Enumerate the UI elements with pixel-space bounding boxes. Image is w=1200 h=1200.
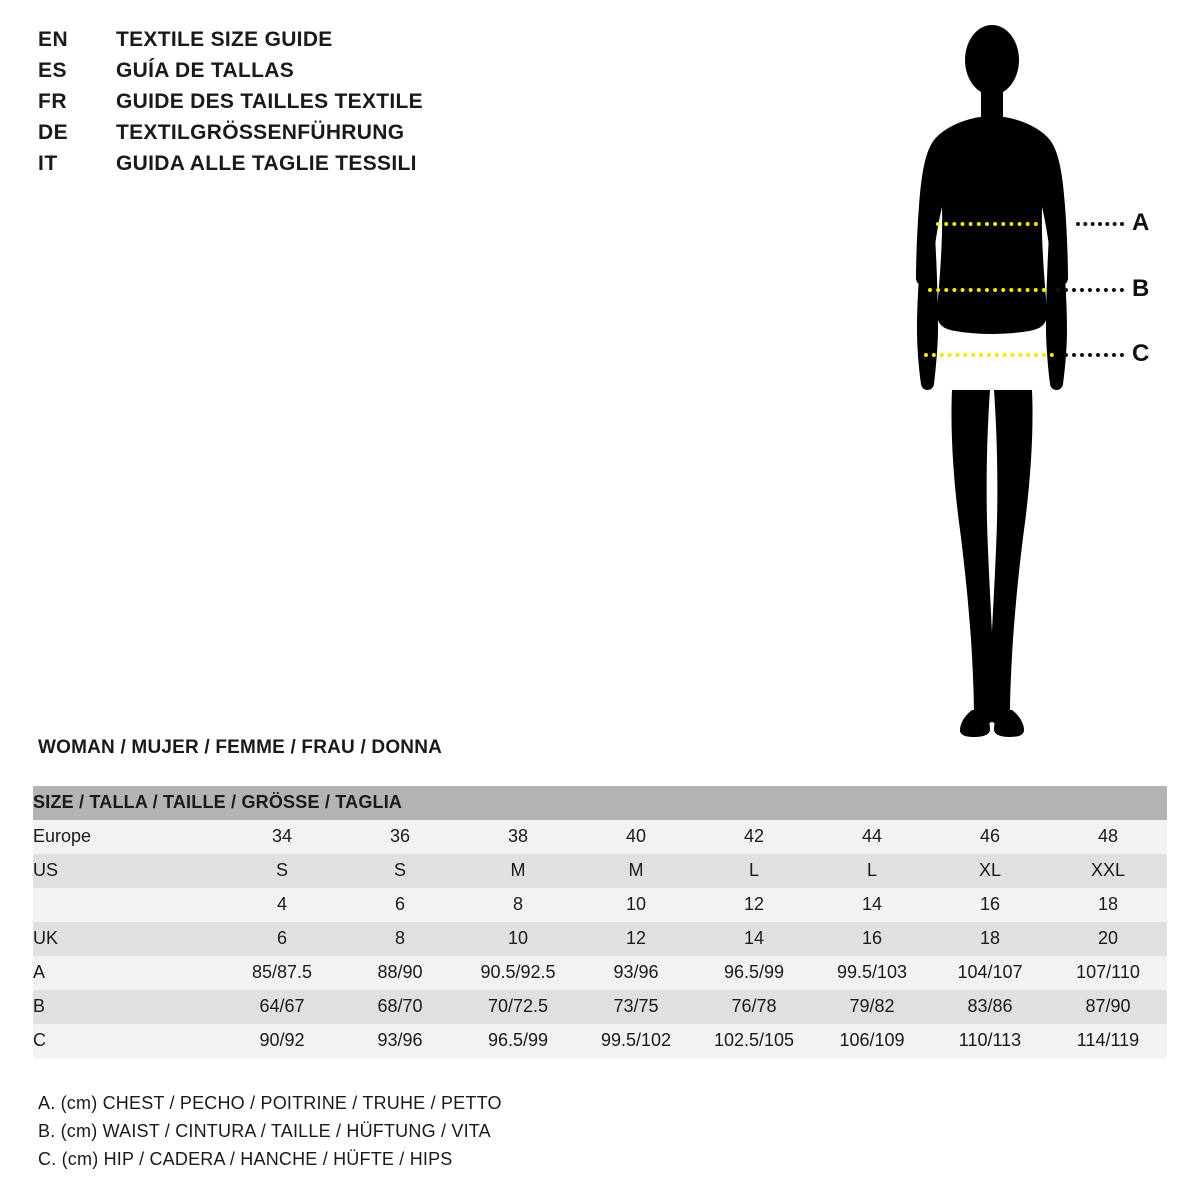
cell: 34 (223, 820, 341, 854)
language-code-fr: FR (38, 90, 67, 113)
cell: 79/82 (813, 990, 931, 1024)
table-row (33, 1024, 1167, 1058)
cell: 36 (341, 820, 459, 854)
cell: 85/87.5 (223, 956, 341, 990)
row-label-us-numeric (33, 888, 223, 922)
cell: 12 (695, 888, 813, 922)
cell: 90.5/92.5 (459, 956, 577, 990)
legend-item-c: C. (cm) HIP / CADERA / HANCHE / HÜFTE / HIPS (38, 1148, 453, 1169)
cell: 90/92 (223, 1024, 341, 1058)
cell: 73/75 (577, 990, 695, 1024)
cell: 106/109 (813, 1024, 931, 1058)
title-text-es: GUÍA DE TALLAS (116, 59, 295, 82)
table-row (33, 820, 1167, 854)
leader-line-c (1064, 353, 1124, 357)
title-text-it: GUIDA ALLE TAGLIE TESSILI (116, 152, 417, 175)
measure-line-waist (928, 288, 1046, 292)
cell: XL (931, 854, 1049, 888)
cell: 64/67 (223, 990, 341, 1024)
cell: 99.5/102 (577, 1024, 695, 1058)
row-label-uk: UK (33, 922, 223, 956)
table-header-row (33, 786, 1167, 820)
cell: 4 (223, 888, 341, 922)
title-row (38, 90, 423, 121)
cell: 102.5/105 (695, 1024, 813, 1058)
cell: M (577, 854, 695, 888)
cell: 107/110 (1049, 956, 1167, 990)
table-row (33, 922, 1167, 956)
language-code-it: IT (38, 152, 58, 175)
language-code-es: ES (38, 59, 68, 82)
cell: 14 (695, 922, 813, 956)
cell: 96.5/99 (695, 956, 813, 990)
legend-item-b: B. (cm) WAIST / CINTURA / TAILLE / HÜFTUNG / VITA (38, 1120, 491, 1141)
legend-item-a: A. (cm) CHEST / PECHO / POITRINE / TRUHE / PETTO (38, 1093, 502, 1113)
cell: 76/78 (695, 990, 813, 1024)
table-row (33, 990, 1167, 1024)
size-table (33, 786, 1167, 1058)
measure-label-c: C (1132, 340, 1150, 367)
row-label-b: B (33, 990, 223, 1024)
cell: M (459, 854, 577, 888)
cell: 16 (813, 922, 931, 956)
language-code-en: EN (38, 28, 69, 51)
cell: 46 (931, 820, 1049, 854)
cell: 96.5/99 (459, 1024, 577, 1058)
row-label-c: C (33, 1024, 223, 1058)
cell: 18 (931, 922, 1049, 956)
title-row (38, 121, 423, 152)
cell: 88/90 (341, 956, 459, 990)
cell: 83/86 (931, 990, 1049, 1024)
row-label-europe: Europe (33, 820, 223, 854)
title-text-en: TEXTILE SIZE GUIDE (116, 28, 333, 51)
cell: 14 (813, 888, 931, 922)
cell: 38 (459, 820, 577, 854)
body-diagram (880, 20, 1170, 740)
cell: 104/107 (931, 956, 1049, 990)
table-row (33, 854, 1167, 888)
cell: 10 (577, 888, 695, 922)
cell: L (813, 854, 931, 888)
cell: S (341, 854, 459, 888)
cell: 93/96 (341, 1024, 459, 1058)
title-row (38, 28, 423, 59)
cell: 18 (1049, 888, 1167, 922)
cell: 6 (341, 888, 459, 922)
measure-label-b: B (1132, 275, 1150, 302)
cell: 99.5/103 (813, 956, 931, 990)
female-silhouette-icon (880, 20, 1170, 750)
measure-label-a: A (1132, 209, 1150, 236)
language-code-de: DE (38, 121, 69, 144)
table-row (33, 956, 1167, 990)
title-row (38, 152, 423, 183)
row-label-a: A (33, 956, 223, 990)
cell: 40 (577, 820, 695, 854)
title-text-de: TEXTILGRÖSSENFÜHRUNG (116, 121, 405, 144)
cell: L (695, 854, 813, 888)
cell: S (223, 854, 341, 888)
language-title-block (38, 28, 423, 183)
cell: 93/96 (577, 956, 695, 990)
cell: 87/90 (1049, 990, 1167, 1024)
leader-line-a (1076, 222, 1124, 226)
table-header-label: SIZE / TALLA / TAILLE / GRÖSSE / TAGLIA (33, 786, 1167, 820)
cell: 12 (577, 922, 695, 956)
measurement-legend (38, 1090, 502, 1174)
cell: 8 (341, 922, 459, 956)
cell: 44 (813, 820, 931, 854)
cell: 16 (931, 888, 1049, 922)
cell: 68/70 (341, 990, 459, 1024)
cell: 10 (459, 922, 577, 956)
row-label-us: US (33, 854, 223, 888)
cell: 42 (695, 820, 813, 854)
leader-line-b (1056, 288, 1124, 292)
measure-line-hip (924, 353, 1054, 357)
cell: 8 (459, 888, 577, 922)
cell: 114/119 (1049, 1024, 1167, 1058)
cell: 6 (223, 922, 341, 956)
cell: 110/113 (931, 1024, 1049, 1058)
title-text-fr: GUIDE DES TAILLES TEXTILE (116, 90, 423, 113)
cell: 20 (1049, 922, 1167, 956)
cell: 48 (1049, 820, 1167, 854)
cell: 70/72.5 (459, 990, 577, 1024)
measure-line-chest (936, 222, 1038, 226)
title-row (38, 59, 423, 90)
table-row (33, 888, 1167, 922)
cell: XXL (1049, 854, 1167, 888)
section-title-woman: WOMAN / MUJER / FEMME / FRAU / DONNA (38, 737, 443, 758)
